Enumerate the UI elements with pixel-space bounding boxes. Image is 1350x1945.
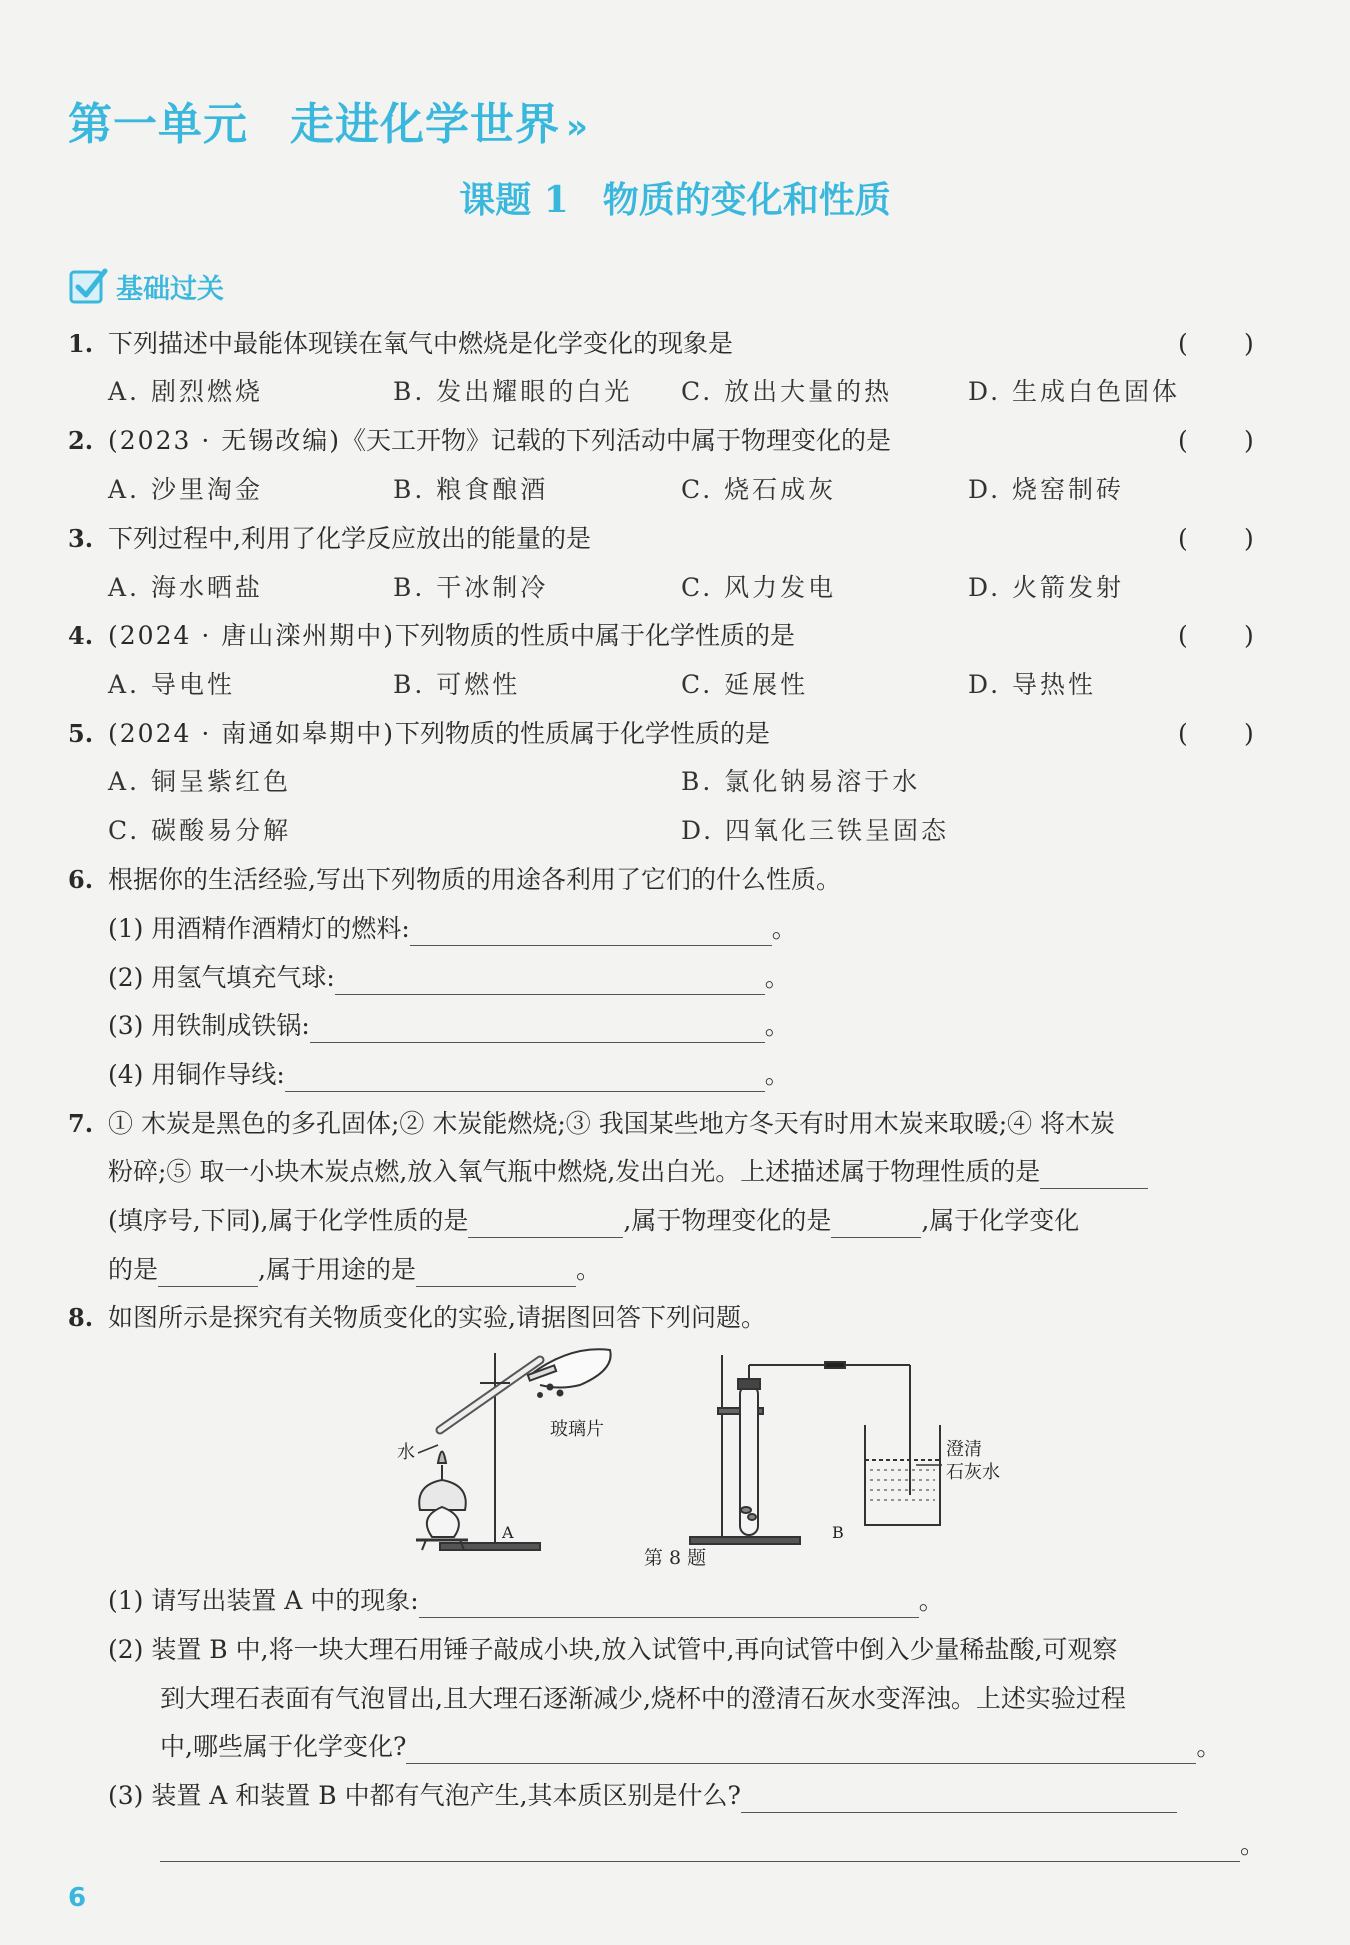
question-text: 如图所示是探究有关物质变化的实验,请据图回答下列问题。 bbox=[108, 1303, 766, 1332]
sub-question-text: 到大理石表面有气泡冒出,且大理石逐渐减少,烧杯中的澄清石灰水变浑浊。上述实验过程 bbox=[160, 1684, 1126, 1713]
option-a[interactable]: A. 铜呈紫红色 bbox=[108, 767, 291, 796]
apparatus-b bbox=[690, 1355, 940, 1544]
option-b[interactable]: B. 粮食酿酒 bbox=[393, 475, 549, 504]
answer-blank[interactable] bbox=[410, 919, 772, 946]
question-source: (2023 · 无锡改编) bbox=[108, 426, 341, 455]
question-number: 1. bbox=[68, 329, 94, 358]
unit-name: 走进化学世界 bbox=[290, 99, 560, 150]
option-b[interactable]: B. 可燃性 bbox=[393, 670, 521, 699]
label-a: A bbox=[502, 1523, 514, 1542]
option-d[interactable]: D. 火箭发射 bbox=[968, 573, 1125, 602]
sub-question-text: (2) 装置 B 中,将一块大理石用锤子敲成小块,放入试管中,再向试管中倒入少量稀盐酸,可观察 bbox=[108, 1635, 1118, 1664]
lesson-name: 物质的变化和性质 bbox=[602, 179, 891, 221]
unit-label: 第一单元 bbox=[68, 99, 248, 150]
question-source: (2024 · 南通如皋期中) bbox=[108, 719, 395, 748]
double-chevron-icon: » bbox=[566, 107, 589, 147]
question-number: 7. bbox=[68, 1109, 94, 1138]
question-number: 5. bbox=[68, 719, 94, 748]
question-text: (2024 · 唐山滦州期中)下列物质的性质中属于化学性质的是 bbox=[108, 621, 795, 650]
question-text: 下列过程中,利用了化学反应放出的能量的是 bbox=[108, 524, 591, 553]
question-number: 4. bbox=[68, 621, 94, 650]
sub-question-text: (4) 用铜作导线: bbox=[108, 1060, 285, 1089]
option-c[interactable]: C. 风力发电 bbox=[681, 573, 837, 602]
label-limewater-line-2: 石灰水 bbox=[946, 1462, 1000, 1483]
workbook-page: 第一单元 走进化学世界 » 课题 1 物质的变化和性质 基础过关 1. 下列描述中最能体现镁在氧气中燃烧是化学变化的现象是 ( ) A. 剧烈燃烧 B. 发出耀眼的白光 C. 放出大量的热 D. 生成白色固体 2. (2023 · 无锡改编)《天工开物》记载的下列活动中属于物理变化的是 ( ) A. 沙里淘金 B. 粮食酿酒 C. 烧石成灰 D. 烧窑制砖 3. 下列过程中,利用了化学反应放出的能量的是 ( ) A. 海水晒盐 B. 干冰制冷 C. 风力发电 D. 火箭发射 4. (2024 · 唐山滦州期中)下列物质的性质中属于化学性质的是 ( ) A. 导电性 B. 可燃性 C. 延展性 D. 导热性 5. (2024 · 南通如皋期中)下列物质的性质属于化学性质的是 ( ) A. 铜呈紫红色 B. 氯化钠易溶于水 C. 碳酸易分解 D. 四氧化三铁呈固态 6. 根据你的生活经验,写出下列物质的用途各利用了它们的什么性质。 (1) 用酒精作酒精灯的燃料: 。 (2) 用氢气填充气球: 。 (3) 用铁制成铁锅: 。 (4) 用铜作导线: 。 7. ① 木炭是黑色的多孔固体;② 木炭能燃烧;③ 我国某些地方冬天有时用木炭来取暖;④ 将木炭 粉碎;⑤ 取一小块木炭点燃,放入氧气瓶中燃烧,发出白光。上述描述属于物理性质的是 (填序号,下同),属于化学性质的是 ,属于物理变化的是 ,属于化学变化 的是 ,属于用途的是 。 8. 如图所示是探究有关物质变化的实验,请据图回答下列问题。 水 玻璃片 A 澄清 石灰水 B 第 8 题 (1) 请写出装置 A 中的现象: 。 (2) 装置 B 中,将一块大理石用锤子敲成小块,放入试管中,再向试管中倒入少量稀盐酸,可观察 到大理石表面有气泡冒出,且大理石逐渐减少,烧杯中的澄清石灰水变浑浊。上述实验过程 中,哪些属于化学变化? 。 (3) 装置 A 和装置 B 中都有气泡产生,其本质区别是什么? 。 6 bbox=[0, 0, 1350, 1945]
apparatus-a bbox=[416, 1349, 611, 1550]
label-b: B bbox=[832, 1523, 844, 1542]
section-title: 基础过关 bbox=[116, 273, 224, 305]
option-d[interactable]: D. 烧窑制砖 bbox=[968, 475, 1125, 504]
option-c[interactable]: C. 放出大量的热 bbox=[681, 377, 893, 406]
answer-blank[interactable] bbox=[335, 968, 765, 995]
lesson-title bbox=[0, 172, 1350, 223]
option-a[interactable]: A. 剧烈燃烧 bbox=[108, 377, 263, 406]
answer-blank[interactable] bbox=[160, 1835, 1240, 1862]
question-number: 3. bbox=[68, 524, 94, 553]
lesson-label: 课题 1 bbox=[459, 179, 569, 221]
question-source: (2024 · 唐山滦州期中) bbox=[108, 621, 395, 650]
figure-caption: 第 8 题 bbox=[643, 1547, 707, 1569]
sub-question-text: (3) 装置 A 和装置 B 中都有气泡产生,其本质区别是什么? bbox=[108, 1781, 741, 1810]
answer-blank-use[interactable] bbox=[416, 1260, 576, 1287]
checkbox-icon bbox=[68, 266, 108, 306]
option-d[interactable]: D. 四氧化三铁呈固态 bbox=[681, 816, 950, 845]
option-a[interactable]: A. 导电性 bbox=[108, 670, 235, 699]
option-b[interactable]: B. 氯化钠易溶于水 bbox=[681, 767, 921, 796]
experiment-figure bbox=[380, 1345, 1000, 1575]
option-c[interactable]: C. 延展性 bbox=[681, 670, 809, 699]
sub-question-text: (1) 请写出装置 A 中的现象: bbox=[108, 1586, 419, 1615]
section-heading bbox=[68, 266, 224, 306]
question-text: ① 木炭是黑色的多孔固体;② 木炭能燃烧;③ 我国某些地方冬天有时用木炭来取暖;④ 将木炭 bbox=[108, 1109, 1116, 1138]
label-water: 水 bbox=[397, 1442, 415, 1463]
answer-blank-physical-property[interactable] bbox=[1040, 1162, 1148, 1189]
sub-question-text: (2) 用氢气填充气球: bbox=[108, 963, 335, 992]
sub-question-text: (3) 用铁制成铁锅: bbox=[108, 1011, 310, 1040]
question-text: (2024 · 南通如皋期中)下列物质的性质属于化学性质的是 bbox=[108, 719, 770, 748]
option-c[interactable]: C. 碳酸易分解 bbox=[108, 816, 292, 845]
question-text: (2023 · 无锡改编)《天工开物》记载的下列活动中属于物理变化的是 bbox=[108, 426, 891, 455]
question-number: 2. bbox=[68, 426, 94, 455]
question-number: 8. bbox=[68, 1303, 94, 1332]
question-text: 根据你的生活经验,写出下列物质的用途各利用了它们的什么性质。 bbox=[108, 865, 841, 894]
question-text: 下列描述中最能体现镁在氧气中燃烧是化学变化的现象是 bbox=[108, 329, 734, 358]
option-d[interactable]: D. 生成白色固体 bbox=[968, 377, 1181, 406]
option-a[interactable]: A. 沙里淘金 bbox=[108, 475, 263, 504]
label-glass-slide: 玻璃片 bbox=[550, 1419, 604, 1440]
question-number: 6. bbox=[68, 865, 94, 894]
answer-blank-chemical-change[interactable] bbox=[158, 1260, 258, 1287]
answer-blank[interactable] bbox=[741, 1786, 1177, 1813]
label-limewater-line-1: 澄清 bbox=[946, 1439, 982, 1460]
answer-blank[interactable] bbox=[406, 1737, 1196, 1764]
option-d[interactable]: D. 导热性 bbox=[968, 670, 1097, 699]
option-b[interactable]: B. 干冰制冷 bbox=[393, 573, 549, 602]
answer-blank[interactable] bbox=[285, 1065, 765, 1092]
answer-blank[interactable] bbox=[419, 1591, 919, 1618]
unit-title bbox=[68, 88, 589, 152]
option-b[interactable]: B. 发出耀眼的白光 bbox=[393, 377, 633, 406]
option-a[interactable]: A. 海水晒盐 bbox=[108, 573, 263, 602]
option-c[interactable]: C. 烧石成灰 bbox=[681, 475, 837, 504]
sub-question-text: (1) 用酒精作酒精灯的燃料: bbox=[108, 914, 410, 943]
page-number: 6 bbox=[68, 1883, 87, 1913]
answer-blank[interactable] bbox=[310, 1016, 765, 1043]
answer-blank-physical-change[interactable] bbox=[831, 1211, 921, 1238]
answer-blank-chemical-property[interactable] bbox=[468, 1211, 623, 1238]
